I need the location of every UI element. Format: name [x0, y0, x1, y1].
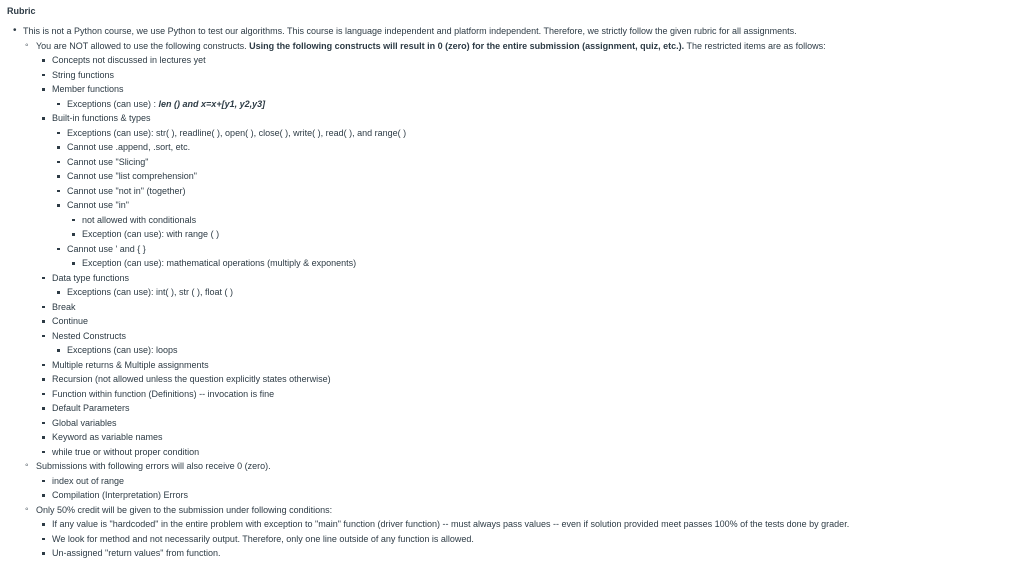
- list-item-text: Cannot use "not in" (together): [67, 185, 186, 196]
- list-item-text: Exception (can use): with range ( ): [82, 229, 220, 239]
- list-item: [52, 445, 1024, 460]
- list-item-text: Cannot use "Slicing": [67, 156, 149, 167]
- list-item: [52, 387, 1024, 402]
- list-item: [67, 97, 1024, 112]
- intro-text: This is not a Python course, we use Python to test our algorithms. This course is language independent and platform independent. Therefore, we strictly follow the given rubric for all assignments.: [23, 26, 797, 36]
- list-item: [52, 517, 1024, 532]
- list-item-text: String functions: [52, 69, 115, 80]
- list-item-text: Continue: [52, 316, 89, 326]
- list-item-text: Member functions: [52, 84, 124, 94]
- list-item: [82, 213, 1024, 228]
- list-item: [67, 242, 1024, 271]
- list-item: [52, 488, 1024, 503]
- list-item: [67, 343, 1024, 358]
- restrictions-lead-bold: Using the following constructs will result in 0 (zero) for the entire submission (assignment, quiz, etc.).: [249, 40, 685, 51]
- list-item: [52, 68, 1024, 83]
- errors-item: [36, 459, 1024, 503]
- list-item-text: while true or without proper condition: [52, 446, 200, 457]
- list-item-text: Break: [52, 301, 76, 312]
- list-item-text: Exceptions (can use) :: [67, 98, 159, 109]
- list-item: [52, 300, 1024, 315]
- list-item: [67, 169, 1024, 184]
- list-item-text: Compilation (Interpretation) Errors: [52, 490, 189, 500]
- sub-list: [67, 256, 1024, 271]
- list-item-text: Multiple returns & Multiple assignments: [52, 359, 209, 370]
- list-item-text: Concepts not discussed in lectures yet: [52, 55, 206, 65]
- sub-list: [52, 126, 1024, 271]
- list-item-text: index out of range: [52, 475, 125, 486]
- list-item-text: Function within function (Definitions) -- invocation is fine: [52, 388, 275, 399]
- sub-list: [52, 97, 1024, 112]
- list-item-text: If any value is "hardcoded" in the entire problem with exception to "main" function (driver function) -- must always pass values -- even if solution provided meet passes 100% of the tests done by grader.: [52, 519, 850, 529]
- intro-item: [23, 24, 1024, 561]
- list-item: [67, 155, 1024, 170]
- errors-lead: Submissions with following errors will also receive 0 (zero).: [36, 461, 271, 471]
- restrictions-lead-tail: The restricted items are as follows:: [684, 40, 826, 51]
- list-item-text: Cannot use "in": [67, 200, 129, 210]
- list-item-text: Exceptions (can use): int( ), str ( ), float ( ): [67, 287, 234, 297]
- restrictions-lead: You are NOT allowed to use the following constructs.: [36, 40, 250, 51]
- list-item: [52, 82, 1024, 111]
- list-item: [52, 372, 1024, 387]
- list-item: [52, 416, 1024, 431]
- rubric-list: [7, 24, 1024, 561]
- list-item-text: Built-in functions & types: [52, 113, 151, 123]
- list-item-text: not allowed with conditionals: [82, 214, 197, 225]
- list-item: [52, 430, 1024, 445]
- partial-lead: Only 50% credit will be given to the submission under following conditions:: [36, 504, 333, 515]
- list-item-text: Cannot use "list comprehension": [67, 171, 197, 181]
- list-item: [52, 271, 1024, 300]
- list-item-text: Un-assigned "return values" from function.: [52, 548, 221, 558]
- list-item-text: Exception (can use): mathematical operations (multiply & exponents): [82, 258, 357, 268]
- list-item-text: Keyword as variable names: [52, 432, 163, 442]
- rubric-title: Rubric: [7, 6, 36, 16]
- sub-list: [52, 285, 1024, 300]
- list-item-text: Data type functions: [52, 272, 130, 283]
- list-item: [67, 184, 1024, 199]
- code-text: len () and x=x+[y1, y2,y3]: [158, 98, 266, 109]
- list-item-text: Exceptions (can use): loops: [67, 345, 178, 355]
- list-item-text: Exceptions (can use): str( ), readline( ), open( ), close( ), write( ), read( ), and range( ): [67, 127, 407, 138]
- list-item-text: Cannot use ' and { }: [67, 243, 146, 254]
- list-item: [82, 256, 1024, 271]
- list-item: [67, 126, 1024, 141]
- list-item: [67, 140, 1024, 155]
- list-item: [52, 111, 1024, 271]
- list-item: [52, 329, 1024, 358]
- restrictions-item: [36, 39, 1024, 460]
- list-item: [52, 546, 1024, 561]
- partial-list: [36, 517, 1024, 561]
- list-item-text: We look for method and not necessarily output. Therefore, only one line outside of any function is allowed.: [52, 533, 474, 544]
- list-item: [52, 314, 1024, 329]
- rules-list: [23, 39, 1024, 561]
- list-item: [52, 474, 1024, 489]
- list-item-text: Cannot use .append, .sort, etc.: [67, 142, 191, 152]
- list-item: [52, 358, 1024, 373]
- restricted-items-list: [36, 53, 1024, 459]
- list-item: [82, 227, 1024, 242]
- partial-credit-item: [36, 503, 1024, 561]
- list-item-text: Default Parameters: [52, 403, 130, 413]
- list-item-text: Global variables: [52, 417, 117, 428]
- list-item: [67, 198, 1024, 242]
- list-item-text: Recursion (not allowed unless the question explicitly states otherwise): [52, 374, 331, 384]
- list-item: [52, 401, 1024, 416]
- list-item-text: Nested Constructs: [52, 330, 127, 341]
- errors-list: [36, 474, 1024, 503]
- list-item: [52, 53, 1024, 68]
- list-item: [52, 532, 1024, 547]
- sub-list: [67, 213, 1024, 242]
- sub-list: [52, 343, 1024, 358]
- list-item: [67, 285, 1024, 300]
